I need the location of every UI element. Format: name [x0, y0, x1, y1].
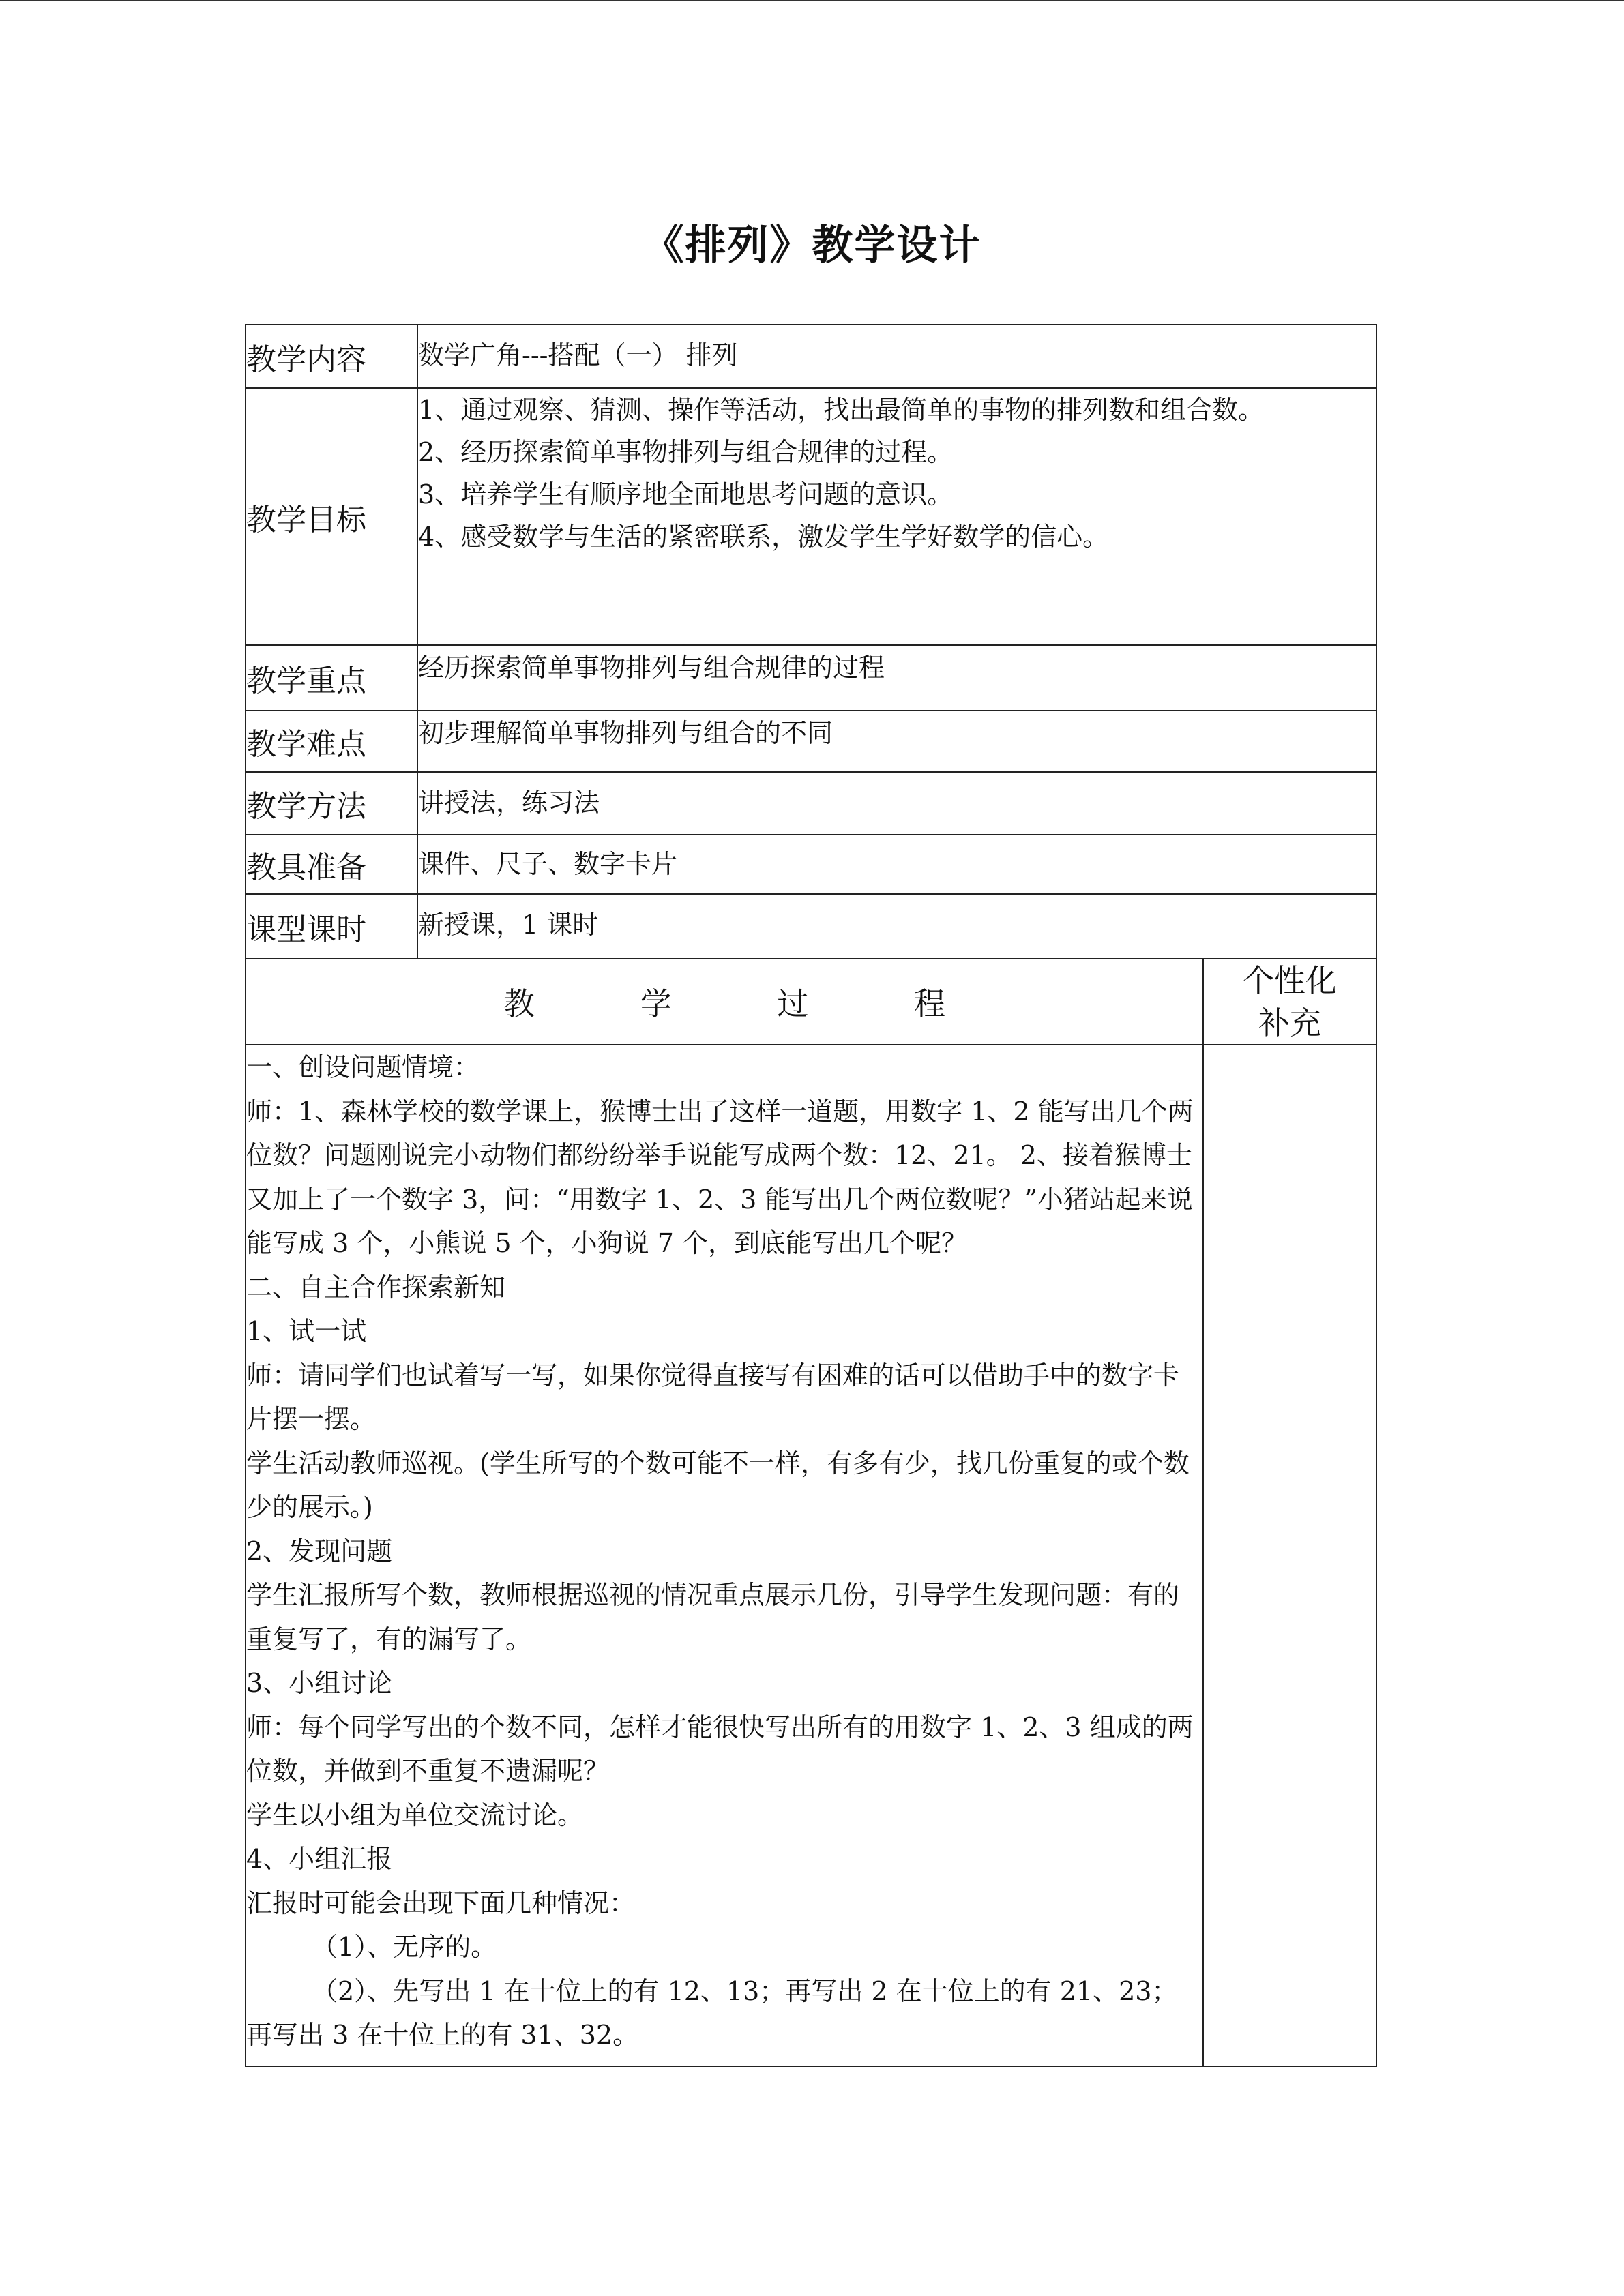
value-lesson-type: 新授课，1 课时	[417, 894, 1376, 959]
value-teaching-aids: 课件、尺子、数字卡片	[417, 835, 1376, 894]
process-header-char: 过	[777, 985, 809, 1022]
value-teaching-method: 讲授法，练习法	[417, 772, 1376, 835]
row-teaching-aids	[246, 835, 1376, 894]
row-teaching-content	[246, 325, 1376, 388]
process-line: 汇报时可能会出现下面几种情况：	[246, 1888, 636, 1918]
personalized-supplement-content	[1203, 1045, 1376, 2066]
process-line: 学生活动教师巡视。(学生所写的个数可能不一样，有多有少，找几份重复的或个数少的展示。)	[246, 1448, 1190, 1522]
process-line: 师：请同学们也试着写一写，如果你觉得直接写有困难的话可以借助手中的数字卡片摆一摆。	[246, 1360, 1180, 1434]
lesson-plan-table	[245, 324, 1377, 2067]
value-key-point: 经历探索简单事物排列与组合规律的过程	[417, 645, 1376, 711]
process-line: 学生汇报所写个数，教师根据巡视的情况重点展示几份，引导学生发现问题：有的重复写了，有的漏写了。	[246, 1580, 1180, 1654]
row-teaching-method	[246, 772, 1376, 835]
label-teaching-objectives: 教学目标	[246, 388, 417, 645]
objective-item: 4、感受数学与生活的紧密联系，激发学生学好数学的信心。	[418, 522, 1109, 552]
label-teaching-content: 教学内容	[246, 325, 417, 388]
row-process-header	[246, 959, 1376, 1045]
process-header-char: 学	[640, 985, 672, 1022]
objective-item: 1、通过观察、猜测、操作等活动，找出最简单的事物的排列数和组合数。	[418, 395, 1265, 425]
document-title: 《排列》教学设计	[643, 222, 981, 269]
side-header-line: 个性化	[1243, 962, 1337, 999]
process-line: 4、小组汇报	[246, 1844, 393, 1874]
process-line: 师：每个同学写出的个数不同，怎样才能很快写出所有的用数字 1、2、3 组成的两位数，并做到不重复不遗漏呢？	[246, 1712, 1194, 1786]
process-line: （2）、先写出 1 在十位上的有 12、13；再写出 2 在十位上的有 21、23；再写出 3 在十位上的有 31、32。	[246, 1976, 1178, 2050]
label-teaching-aids: 教具准备	[246, 835, 417, 894]
page-top-border	[0, 0, 1624, 1]
process-header	[246, 959, 1203, 1045]
value-teaching-content: 数学广角---搭配（一） 排列	[417, 325, 1376, 388]
personalized-supplement-header	[1203, 959, 1376, 1045]
row-lesson-type	[246, 894, 1376, 959]
process-line: （1）、无序的。	[312, 1932, 497, 1962]
label-key-point: 教学重点	[246, 645, 417, 711]
row-teaching-objectives	[246, 388, 1376, 645]
value-teaching-objectives	[417, 388, 1376, 645]
process-header-char: 教	[503, 985, 535, 1022]
side-header-line: 补充	[1258, 1004, 1321, 1041]
process-line: 二、自主合作探索新知	[246, 1272, 506, 1302]
process-line: 3、小组讨论	[246, 1668, 393, 1698]
process-line: 学生以小组为单位交流讨论。	[246, 1800, 584, 1830]
process-line: 1、试一试	[246, 1316, 367, 1346]
process-line: 一、创设问题情境：	[246, 1052, 480, 1082]
label-difficult-point: 教学难点	[246, 711, 417, 772]
objective-item: 2、经历探索简单事物排列与组合规律的过程。	[418, 437, 954, 467]
row-difficult-point	[246, 711, 1376, 772]
row-process-body	[246, 1045, 1376, 2066]
label-teaching-method: 教学方法	[246, 772, 417, 835]
process-line: 2、发现问题	[246, 1536, 393, 1566]
value-difficult-point: 初步理解简单事物排列与组合的不同	[417, 711, 1376, 772]
process-content	[246, 1045, 1203, 2066]
label-lesson-type: 课型课时	[246, 894, 417, 959]
row-key-point	[246, 645, 1376, 711]
process-line: 师：1、森林学校的数学课上，猴博士出了这样一道题，用数字 1、2 能写出几个两位数？问题刚说完小动物们都纷纷举手说能写成两个数：12、21。 2、接着猴博士又加上了一个数字 3，问：“用数字 1、2、3 能写出几个两位数呢？”小猪站起来说能写成 3 个，小熊说 5 个，小狗说 7 个，到底能写出几个呢？	[246, 1096, 1194, 1258]
process-header-char: 程	[913, 985, 945, 1022]
objective-item: 3、培养学生有顺序地全面地思考问题的意识。	[418, 479, 954, 509]
